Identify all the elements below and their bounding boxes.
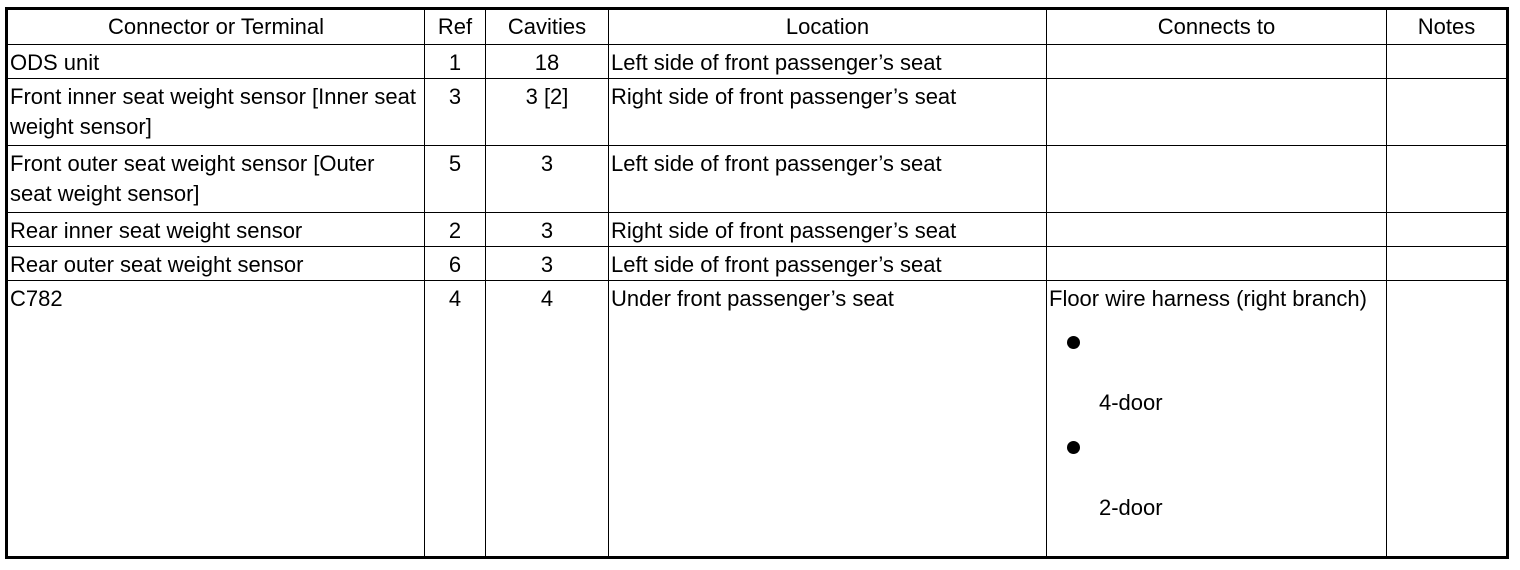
bullet-icon [1067,441,1080,454]
cell-cavities: 3 [2] [486,79,609,146]
header-connects-to: Connects to [1047,9,1387,45]
cell-cavities: 3 [486,247,609,281]
cell-ref: 1 [425,45,486,79]
cell-notes [1387,146,1508,213]
cell-connects-to [1047,146,1387,213]
cell-cavities: 3 [486,146,609,213]
door-variant-list [1049,314,1384,524]
connects-to-text: Floor wire harness (right branch) [1049,286,1367,311]
cell-connects-to [1047,213,1387,247]
table-row [7,281,1508,558]
cell-connector: ODS unit [7,45,425,79]
cell-ref: 3 [425,79,486,146]
header-notes: Notes [1387,9,1508,45]
table-row [7,45,1508,79]
header-location: Location [609,9,1047,45]
table-row [7,146,1508,213]
table-row [7,79,1508,146]
cell-connector: Rear outer seat weight sensor [7,247,425,281]
list-item [1049,314,1384,419]
list-item [1049,419,1384,524]
bullet-icon [1067,336,1080,349]
table-row [7,213,1508,247]
table-header-row [7,9,1508,45]
cell-ref: 5 [425,146,486,213]
cell-notes [1387,213,1508,247]
cell-ref: 6 [425,247,486,281]
door-variant-label: 4-door [1099,390,1163,415]
cell-location: Left side of front passenger’s seat [609,146,1047,213]
cell-connects-to [1047,79,1387,146]
cell-location: Right side of front passenger’s seat [609,213,1047,247]
cell-cavities: 18 [486,45,609,79]
table-row [7,247,1508,281]
header-cavities: Cavities [486,9,609,45]
cell-connects-to [1047,281,1387,558]
cell-connector: Front inner seat weight sensor [Inner seat weight sensor] [7,79,425,146]
cell-location: Right side of front passenger’s seat [609,79,1047,146]
cell-ref: 4 [425,281,486,558]
cell-location: Left side of front passenger’s seat [609,45,1047,79]
cell-location: Under front passenger’s seat [609,281,1047,558]
header-connector: Connector or Terminal [7,9,425,45]
cell-connector: Rear inner seat weight sensor [7,213,425,247]
cell-cavities: 3 [486,213,609,247]
cell-notes [1387,247,1508,281]
cell-cavities: 4 [486,281,609,558]
cell-connector: Front outer seat weight sensor [Outer seat weight sensor] [7,146,425,213]
cell-notes [1387,45,1508,79]
cell-location: Left side of front passenger’s seat [609,247,1047,281]
cell-notes [1387,79,1508,146]
connector-table [5,7,1509,559]
cell-connects-to [1047,45,1387,79]
connector-table-wrapper [5,7,1509,559]
cell-notes [1387,281,1508,558]
header-ref: Ref [425,9,486,45]
cell-connects-to [1047,247,1387,281]
cell-ref: 2 [425,213,486,247]
door-variant-label: 2-door [1099,495,1163,520]
cell-connector: C782 [7,281,425,558]
